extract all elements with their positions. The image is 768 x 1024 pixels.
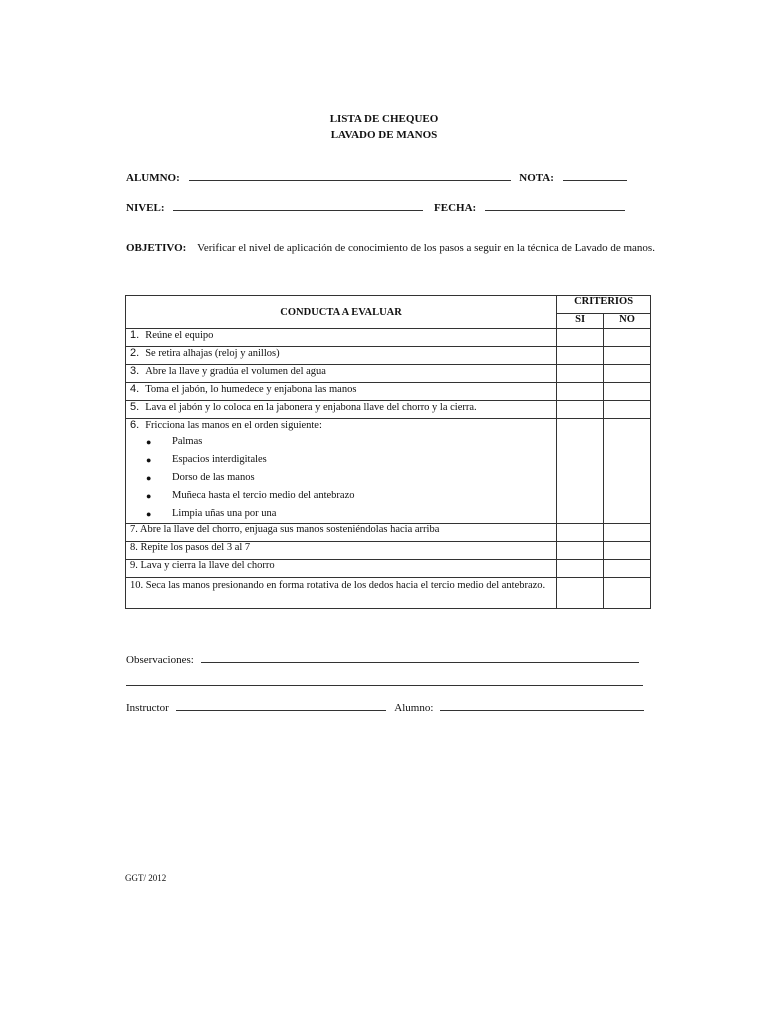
table-row: [126, 542, 651, 560]
no-cell[interactable]: [604, 365, 651, 383]
row-text: Abre la llave y gradúa el volumen del agua: [145, 366, 326, 377]
conducta-cell: 8. Repite los pasos del 3 al 7: [126, 542, 557, 560]
objective-block: [126, 240, 660, 256]
row-number: 2.: [130, 347, 140, 359]
observaciones-label: Observaciones:: [126, 654, 194, 666]
conducta-cell: 7. Abre la llave del chorro, enjuaga sus manos sosteniéndolas hacia arriba: [126, 524, 557, 542]
row-text: Fricciona las manos en el orden siguiente:: [145, 420, 322, 431]
no-cell[interactable]: [604, 578, 651, 609]
table-row: [126, 383, 651, 401]
sub-step-item: ● Muñeca hasta el tercio medio del antebrazo: [130, 487, 552, 505]
objective-text: Verificar el nivel de aplicación de conocimiento de los pasos a seguir en la técnica de Lavado de manos.: [197, 242, 655, 254]
alumno-blank[interactable]: [189, 171, 511, 181]
no-cell[interactable]: [604, 329, 651, 347]
si-cell[interactable]: [557, 347, 604, 365]
nivel-blank[interactable]: [173, 201, 423, 211]
si-cell[interactable]: [557, 329, 604, 347]
footer-code: GGT/ 2012: [125, 873, 167, 883]
conducta-cell: 9. Lava y cierra la llave del chorro: [126, 560, 557, 578]
si-header: SI: [557, 313, 604, 328]
si-cell[interactable]: [557, 578, 604, 609]
instructor-blank[interactable]: [176, 701, 386, 711]
row-text: Toma el jabón, lo humedece y enjabona las manos: [145, 384, 357, 395]
no-cell[interactable]: [604, 524, 651, 542]
conducta-header: CONDUCTA A EVALUAR: [126, 296, 557, 329]
sub-step-item: ● Palmas: [130, 433, 552, 451]
criterios-header: CRITERIOS: [557, 296, 651, 314]
row-number: 4.: [130, 383, 140, 395]
si-cell[interactable]: [557, 401, 604, 419]
table-row: [126, 347, 651, 365]
table-row: [126, 524, 651, 542]
conducta-cell: [126, 419, 557, 524]
no-cell[interactable]: [604, 401, 651, 419]
nivel-label: NIVEL:: [126, 202, 165, 214]
row-text: Se retira alhajas (reloj y anillos): [145, 348, 280, 359]
table-row: [126, 560, 651, 578]
instructor-label: Instructor: [126, 702, 169, 714]
alumno-signature-label: Alumno:: [394, 702, 434, 714]
fecha-label: FECHA:: [434, 202, 477, 214]
nota-label: NOTA:: [519, 172, 554, 184]
si-cell[interactable]: [557, 560, 604, 578]
si-cell[interactable]: [557, 365, 604, 383]
no-cell[interactable]: [604, 560, 651, 578]
conducta-cell: [126, 365, 557, 383]
no-cell[interactable]: [604, 347, 651, 365]
nota-blank[interactable]: [563, 171, 627, 181]
observaciones-blank[interactable]: [201, 653, 639, 663]
conducta-cell: 10. Seca las manos presionando en forma rotativa de los dedos hacia el tercio medio del antebrazo.: [126, 578, 557, 609]
row-number: 1.: [130, 329, 140, 341]
alumno-label: ALUMNO:: [126, 172, 180, 184]
no-cell[interactable]: [604, 383, 651, 401]
table-row: [126, 365, 651, 383]
sub-step-list: [130, 433, 552, 523]
fecha-blank[interactable]: [485, 201, 625, 211]
no-cell[interactable]: [604, 419, 651, 524]
no-header: NO: [604, 313, 651, 328]
table-row: [126, 329, 651, 347]
sub-step-item: ● Limpia uñas una por una: [130, 505, 552, 523]
nivel-row: [126, 201, 625, 214]
no-cell[interactable]: [604, 542, 651, 560]
conducta-cell: [126, 383, 557, 401]
table-row: [126, 578, 651, 609]
si-cell[interactable]: [557, 419, 604, 524]
signature-row: [126, 701, 644, 714]
observaciones-row-2: [126, 676, 643, 689]
row-number: 6.: [130, 419, 140, 431]
table-row: [126, 419, 651, 524]
checklist-table: [125, 295, 651, 609]
sub-step-item: ● Dorso de las manos: [130, 469, 552, 487]
alumno-signature-blank[interactable]: [440, 701, 644, 711]
row-number: 5.: [130, 401, 140, 413]
sub-step-item: ● Espacios interdigitales: [130, 451, 552, 469]
observaciones-row: [126, 653, 639, 666]
row-text: Lava el jabón y lo coloca en la jabonera y enjabona llave del chorro y la cierra.: [145, 402, 477, 413]
si-cell[interactable]: [557, 524, 604, 542]
observaciones-blank-2[interactable]: [126, 676, 643, 686]
row-text: Reúne el equipo: [145, 330, 214, 341]
conducta-cell: [126, 347, 557, 365]
conducta-cell: [126, 401, 557, 419]
row-number: 3.: [130, 365, 140, 377]
conducta-cell: [126, 329, 557, 347]
si-cell[interactable]: [557, 542, 604, 560]
objective-label: OBJETIVO:: [126, 242, 187, 254]
table-row: [126, 401, 651, 419]
document-title-line-2: LAVADO DE MANOS: [330, 129, 438, 141]
document-title-line-1: LISTA DE CHEQUEO: [329, 113, 439, 125]
si-cell[interactable]: [557, 383, 604, 401]
alumno-row: [126, 171, 627, 184]
